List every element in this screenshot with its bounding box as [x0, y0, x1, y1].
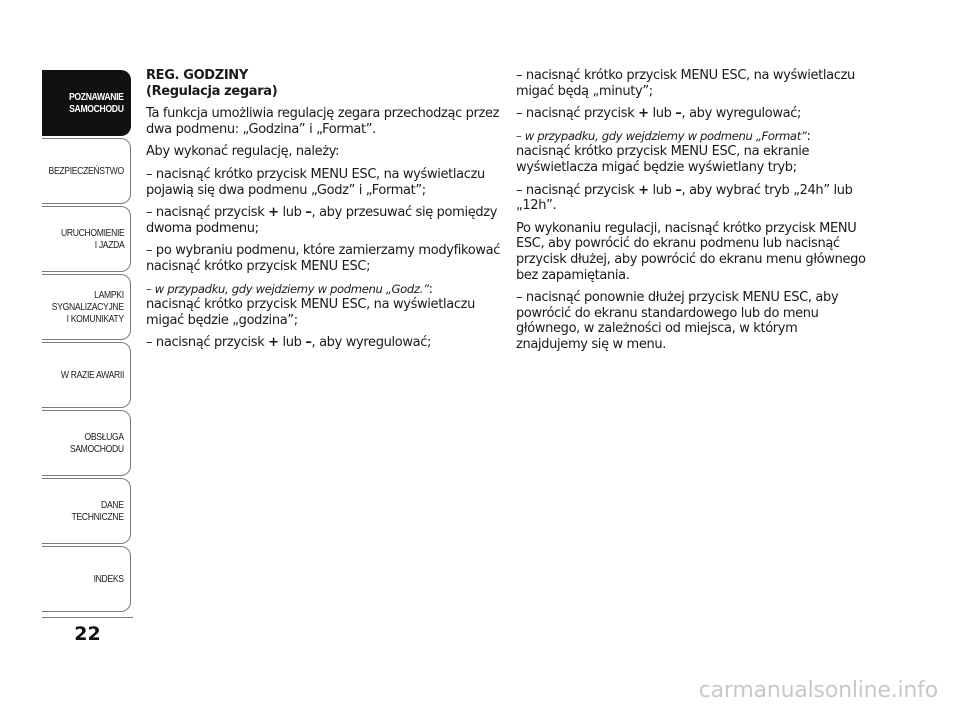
page-number: 22 — [74, 623, 101, 645]
paragraph-instructions-lead: Aby wykonać regulację, należy: — [146, 144, 340, 160]
tab-indeks[interactable]: INDEKS — [42, 546, 131, 612]
step-select-submenu: – po wybraniu podmenu, które zamierzamy modyfikować nacisnąć krótko przycisk MENU ESC; — [146, 243, 501, 274]
step-press-plus-minus-adjust: – nacisnąć przycisk + lub –, aby wyregulować; — [146, 335, 432, 351]
step-format-submenu: – w przypadku, gdy wejdziemy w podmenu „Format”: nacisnąć krótko przycisk MENU ESC, na ekranie wyświetlacza migać będzie wyświetlany tryb; — [516, 128, 811, 175]
step-hour-submenu: – w przypadku, gdy wejdziemy w podmenu „Godz.”: nacisnąć krótko przycisk MENU ESC, na wyświetlaczu migać będzie „godzina”; — [146, 281, 475, 328]
paragraph-intro: Ta funkcja umożliwia regulację zegara przechodząc przez dwa podmenu: „Godzina” i „Format”. — [146, 106, 500, 137]
tab-poznawanie-samochodu[interactable]: POZNAWANIE SAMOCHODU — [42, 70, 131, 136]
left-column — [146, 68, 501, 358]
right-column — [516, 68, 871, 360]
step-press-plus-minus-navigate: – nacisnąć przycisk + lub –, aby przesuwać się pomiędzy dwoma podmenu; — [146, 205, 498, 236]
tab-dane-techniczne[interactable]: DANE TECHNICZNE — [42, 478, 131, 544]
section-heading — [146, 68, 501, 99]
paragraph-after-adjustment: Po wykonaniu regulacji, nacisnąć krótko przycisk MENU ESC, aby powrócić do ekranu podmenu lub nacisnąć przycisk dłużej, aby powrócić do ekranu menu głównego bez zapamiętania. — [516, 220, 866, 283]
plus-sign: + — [638, 182, 649, 198]
plus-sign: + — [268, 335, 279, 351]
heading-subtitle: (Regulacja zegara) — [146, 83, 278, 99]
minus-sign: – — [675, 182, 682, 198]
plus-sign: + — [638, 106, 649, 122]
minus-sign: – — [305, 335, 312, 351]
watermark: carmanualsonline.info — [698, 678, 938, 703]
minus-sign: – — [305, 205, 312, 221]
step-select-format: – nacisnąć przycisk + lub –, aby wybrać tryb „24h” lub „12h”. — [516, 182, 853, 214]
tab-bezpieczenstwo[interactable]: BEZPIECZEŃSTWO — [42, 138, 131, 204]
step-minutes-flash: – nacisnąć krótko przycisk MENU ESC, na wyświetlaczu migać będą „minuty”; — [516, 68, 855, 99]
heading-title: REG. GODZINY — [146, 68, 248, 83]
tab-w-razie-awarii[interactable]: W RAZIE AWARII — [42, 342, 131, 408]
tab-uruchomienie-i-jazda[interactable]: URUCHOMIENIE I JAZDA — [42, 206, 131, 272]
tab-lampki-sygnalizacyjne[interactable]: LAMPKI SYGNALIZACYJNE I KOMUNIKATY — [42, 274, 131, 340]
tab-obsluga-samochodu[interactable]: OBSŁUGA SAMOCHODU — [42, 410, 131, 476]
sidebar-bottom-rule — [42, 617, 133, 618]
minus-sign: – — [675, 106, 682, 122]
plus-sign: + — [268, 205, 279, 221]
step-press-menu-esc: – nacisnąć krótko przycisk MENU ESC, na wyświetlaczu pojawią się dwa podmenu „Godz” i „Format”; — [146, 166, 485, 198]
step-press-plus-minus-adjust-minutes: – nacisnąć przycisk + lub –, aby wyregulować; — [516, 106, 802, 122]
step-return-standard-screen: – nacisnąć ponownie dłużej przycisk MENU ESC, aby powrócić do ekranu standardowego lub do menu głównego, w zależności od miejsca, w którym znajdujemy się w menu. — [516, 290, 839, 352]
